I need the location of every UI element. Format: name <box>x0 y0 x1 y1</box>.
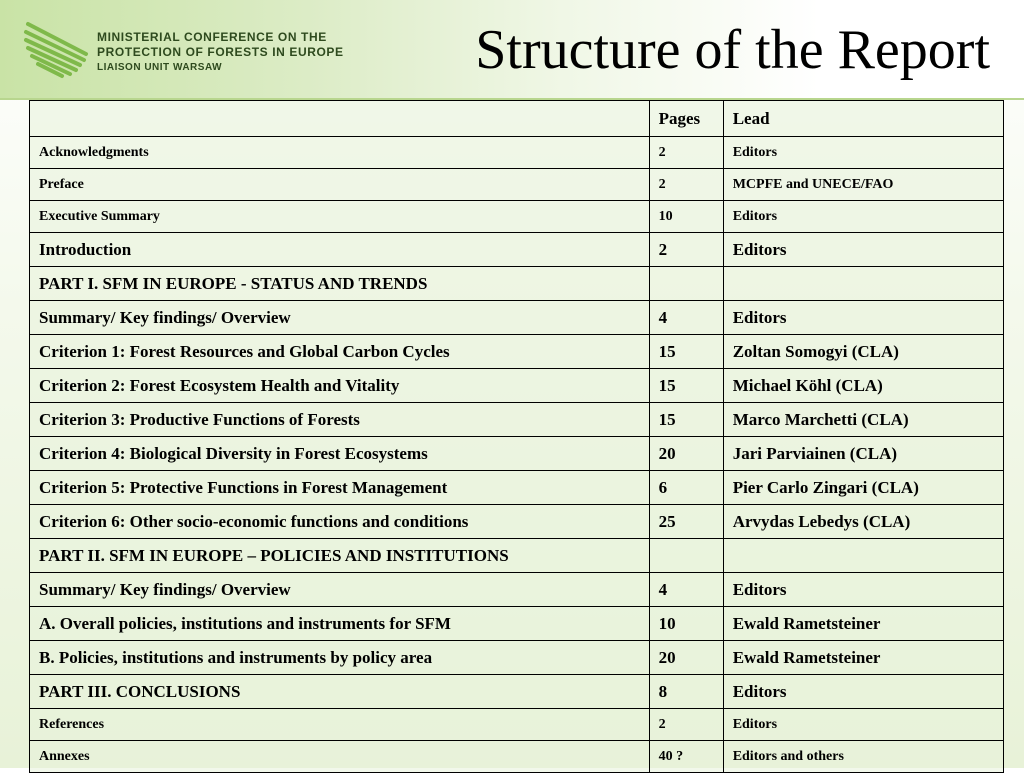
report-structure-table <box>29 100 1004 773</box>
section-cell: Criterion 2: Forest Ecosystem Health and Vitality <box>30 369 650 403</box>
organization-name <box>97 30 344 75</box>
section-cell: PART II. SFM IN EUROPE – POLICIES AND INSTITUTIONS <box>30 539 650 573</box>
section-cell: Executive Summary <box>30 201 650 233</box>
pages-cell <box>649 267 723 301</box>
section-cell: Introduction <box>30 233 650 267</box>
pages-cell: 20 <box>649 641 723 675</box>
table-row-part-heading <box>30 675 1004 709</box>
section-cell: Criterion 3: Productive Functions of Forests <box>30 403 650 437</box>
section-cell: Criterion 1: Forest Resources and Global Carbon Cycles <box>30 335 650 369</box>
pages-cell: 40 ? <box>649 741 723 773</box>
header-banner <box>0 0 1024 100</box>
section-cell: Annexes <box>30 741 650 773</box>
pages-cell: 25 <box>649 505 723 539</box>
section-cell: Summary/ Key findings/ Overview <box>30 573 650 607</box>
pages-cell: 15 <box>649 335 723 369</box>
table-row <box>30 607 1004 641</box>
table-row <box>30 709 1004 741</box>
lead-cell <box>723 539 1003 573</box>
lead-cell <box>723 267 1003 301</box>
column-header-pages: Pages <box>649 101 723 137</box>
lead-cell: Pier Carlo Zingari (CLA) <box>723 471 1003 505</box>
table-row <box>30 301 1004 335</box>
table-row-part-heading <box>30 539 1004 573</box>
lead-cell: Ewald Rametsteiner <box>723 641 1003 675</box>
table-row <box>30 169 1004 201</box>
pages-cell: 10 <box>649 201 723 233</box>
pages-cell: 2 <box>649 233 723 267</box>
section-cell: B. Policies, institutions and instruments by policy area <box>30 641 650 675</box>
lead-cell: Editors <box>723 137 1003 169</box>
lead-cell: Arvydas Lebedys (CLA) <box>723 505 1003 539</box>
pages-cell: 8 <box>649 675 723 709</box>
pages-cell: 2 <box>649 709 723 741</box>
lead-cell: MCPFE and UNECE/FAO <box>723 169 1003 201</box>
pages-cell: 15 <box>649 369 723 403</box>
lead-cell: Editors and others <box>723 741 1003 773</box>
table-header-row <box>30 101 1004 137</box>
section-cell: Criterion 6: Other socio-economic functions and conditions <box>30 505 650 539</box>
table-row-part-heading <box>30 267 1004 301</box>
table-row <box>30 335 1004 369</box>
table-row <box>30 505 1004 539</box>
section-cell: Acknowledgments <box>30 137 650 169</box>
org-line-1: MINISTERIAL CONFERENCE ON THE <box>97 30 327 44</box>
table-row <box>30 233 1004 267</box>
pages-cell: 2 <box>649 169 723 201</box>
lead-cell: Editors <box>723 233 1003 267</box>
lead-cell: Marco Marchetti (CLA) <box>723 403 1003 437</box>
section-cell: Criterion 4: Biological Diversity in Forest Ecosystems <box>30 437 650 471</box>
mcpfe-logo <box>22 20 92 80</box>
pages-cell: 2 <box>649 137 723 169</box>
table-row <box>30 403 1004 437</box>
org-line-3: LIAISON UNIT WARSAW <box>97 62 223 73</box>
section-cell: Summary/ Key findings/ Overview <box>30 301 650 335</box>
org-line-2: PROTECTION OF FORESTS IN EUROPE <box>97 45 344 59</box>
pages-cell: 20 <box>649 437 723 471</box>
lead-cell: Editors <box>723 301 1003 335</box>
table-row <box>30 641 1004 675</box>
lead-cell: Jari Parviainen (CLA) <box>723 437 1003 471</box>
table-row <box>30 437 1004 471</box>
lead-cell: Editors <box>723 709 1003 741</box>
section-cell: Criterion 5: Protective Functions in Forest Management <box>30 471 650 505</box>
section-cell: PART III. CONCLUSIONS <box>30 675 650 709</box>
page-title: Structure of the Report <box>475 19 990 81</box>
section-cell: A. Overall policies, institutions and instruments for SFM <box>30 607 650 641</box>
pages-cell <box>649 539 723 573</box>
pages-cell: 6 <box>649 471 723 505</box>
pages-cell: 10 <box>649 607 723 641</box>
section-cell: PART I. SFM IN EUROPE - STATUS AND TRENDS <box>30 267 650 301</box>
pages-cell: 4 <box>649 301 723 335</box>
lead-cell: Editors <box>723 201 1003 233</box>
table-row <box>30 471 1004 505</box>
lead-cell: Michael Köhl (CLA) <box>723 369 1003 403</box>
pages-cell: 4 <box>649 573 723 607</box>
section-cell: Preface <box>30 169 650 201</box>
table-row <box>30 201 1004 233</box>
section-cell: References <box>30 709 650 741</box>
column-header-section <box>30 101 650 137</box>
table-row <box>30 137 1004 169</box>
lead-cell: Editors <box>723 675 1003 709</box>
table-row <box>30 369 1004 403</box>
lead-cell: Zoltan Somogyi (CLA) <box>723 335 1003 369</box>
table-row <box>30 573 1004 607</box>
lead-cell: Ewald Rametsteiner <box>723 607 1003 641</box>
pages-cell: 15 <box>649 403 723 437</box>
column-header-lead: Lead <box>723 101 1003 137</box>
lead-cell: Editors <box>723 573 1003 607</box>
